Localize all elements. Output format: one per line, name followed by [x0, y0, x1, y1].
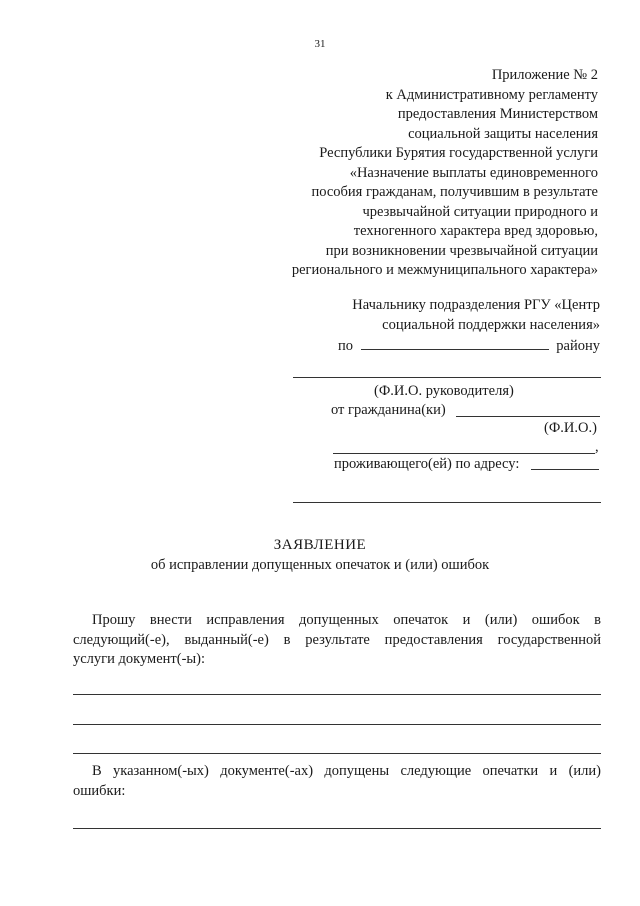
rayonu-label: району [556, 338, 600, 354]
document-field-1[interactable] [73, 694, 601, 695]
errors-field-1[interactable] [73, 828, 601, 829]
district-field[interactable] [361, 335, 549, 350]
request-paragraph [73, 611, 601, 670]
address-field[interactable] [531, 469, 599, 470]
document-field-3[interactable] [73, 753, 601, 754]
paragraph-line: ошибки: [73, 782, 126, 799]
appendix-line: Приложение № 2 [491, 67, 598, 83]
head-name-field[interactable] [293, 377, 601, 378]
address-field-2[interactable] [293, 502, 601, 503]
fio-caption: (Ф.И.О.) [544, 420, 597, 436]
addressee-block [240, 296, 600, 357]
addressee-line: социальной поддержки населения» [382, 316, 600, 333]
appendix-line: к Административному регламенту [385, 86, 598, 103]
appendix-line: пособия гражданам, получившим в результате [311, 184, 598, 200]
document-subtitle: об исправлении допущенных опечаток и (или) ошибок [150, 557, 490, 573]
head-name-caption: (Ф.И.О. руководителя) [374, 383, 514, 399]
comma: , [595, 439, 599, 455]
appendix-line: техногенного характера вред здоровью, [353, 223, 598, 239]
residing-label: проживающего(ей) по адресу: [334, 456, 520, 472]
appendix-line: предоставления Министерством [397, 106, 598, 122]
citizen-name-field-2[interactable] [333, 453, 595, 454]
appendix-header [178, 66, 598, 281]
paragraph-line: услуги документ(-ы): [73, 651, 205, 667]
appendix-line: Республики Бурятия государственной услуги [319, 145, 598, 161]
appendix-line: регионального и межмуниципального характера» [291, 262, 598, 278]
appendix-line: чрезвычайной ситуации природного и [362, 203, 598, 220]
paragraph-line: следующий(-е), выданный(-е) в результате предоставления государственной [73, 631, 601, 648]
paragraph-line: Прошу внести исправления допущенных опечаток и (или) ошибок в [92, 612, 601, 628]
errors-paragraph [73, 762, 601, 801]
citizen-name-field[interactable] [456, 416, 600, 417]
paragraph-line: В указанном(-ых) документе(-ах) допущены следующие опечатки и (или) [92, 763, 601, 779]
addressee-line: Начальнику подразделения РГУ «Центр [352, 297, 600, 313]
po-label: по [338, 338, 354, 354]
page-number: 31 [314, 38, 326, 50]
appendix-line: при возникновении чрезвычайной ситуации [325, 242, 598, 259]
appendix-line: «Назначение выплаты единовременного [349, 164, 598, 181]
document-title: ЗАЯВЛЕНИЕ [273, 537, 367, 553]
from-citizen-label: от гражданина(ки) [331, 402, 446, 418]
document-field-2[interactable] [73, 724, 601, 725]
appendix-line: социальной защиты населения [408, 125, 598, 142]
